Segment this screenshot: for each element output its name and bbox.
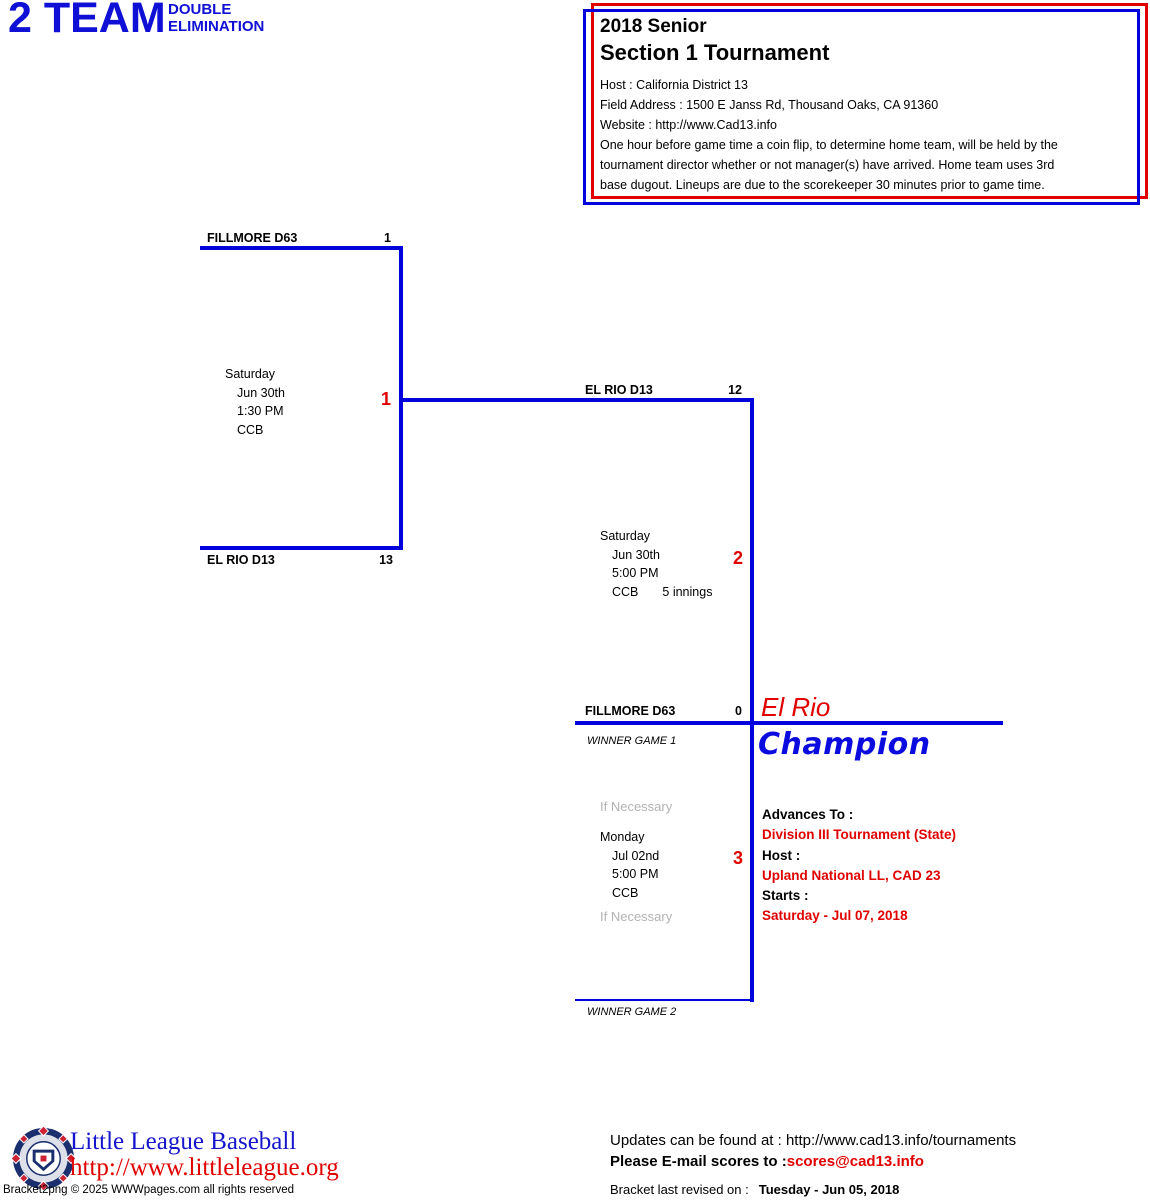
tournament-title: Section 1 Tournament [600, 40, 830, 65]
winner-game1-label: WINNER GAME 1 [587, 735, 677, 747]
game1-schedule [225, 365, 285, 439]
game2-vertical-line [750, 398, 754, 1002]
advance-host-value: Upland National LL, CAD 23 [762, 867, 941, 883]
tournament-host: Host : California District 13 [600, 78, 748, 92]
scores-email-address: scores@cad13.info [786, 1153, 924, 1170]
bracket-type-line2: ELIMINATION [168, 18, 265, 35]
game2-day: Saturday [600, 529, 651, 543]
tournament-field-address: Field Address : 1500 E Janss Rd, Thousand Oaks, CA 91360 [600, 98, 939, 112]
game1-bottom-team-name: EL RIO D13 [207, 553, 275, 567]
game2-schedule [600, 527, 712, 601]
bracket-type-line1: DOUBLE [168, 1, 232, 18]
game3-day: Monday [600, 830, 645, 844]
game3-winner-line [575, 999, 752, 1001]
game3-if-necessary-top: If Necessary [600, 799, 673, 814]
game3-time: 5:00 PM [612, 867, 659, 881]
tournament-year-division: 2018 Senior [600, 16, 707, 37]
tournament-note-line1: One hour before game time a coin flip, to determine home team, will be held by the [600, 138, 1058, 152]
game2-number: 2 [733, 548, 744, 568]
game3-field: CCB [612, 885, 639, 900]
game1-top-team-row [207, 231, 391, 245]
advance-starts-value: Saturday - Jul 07, 2018 [762, 908, 908, 924]
game1-bottom-team-score: 13 [379, 553, 393, 567]
advances-to-label: Advances To : [762, 807, 854, 822]
game1-number: 1 [381, 389, 392, 409]
game1-bottom-line [200, 546, 403, 550]
bracket-type-title [168, 1, 264, 35]
revised-label: Bracket last revised on : [610, 1182, 749, 1197]
game3-if-necessary-bottom: If Necessary [600, 909, 673, 924]
info-box [600, 14, 1125, 195]
game2-bottom-team-name: FILLMORE D63 [585, 704, 676, 718]
advances-block [762, 805, 956, 927]
game2-field-row [612, 583, 712, 602]
tournament-note-line3: base dugout. Lineups are due to the scorekeeper 30 minutes prior to game time. [600, 178, 1045, 192]
game3-date: Jul 02nd [612, 848, 660, 863]
game3-schedule [600, 828, 659, 902]
game1-time: 1:30 PM [237, 404, 284, 418]
game2-time: 5:00 PM [612, 566, 659, 580]
game2-innings-note: 5 innings [662, 584, 713, 599]
tournament-website: Website : http://www.Cad13.info [600, 118, 777, 132]
little-league-url: http://www.littleleague.org [70, 1154, 339, 1181]
game1-top-line [200, 246, 403, 250]
tournament-note-line2: tournament director whether or not manager(s) have arrived. Home team uses 3rd [600, 158, 1055, 172]
little-league-name: Little League Baseball [70, 1128, 297, 1155]
copyright-text: Bracket2png © 2025 WWWpages.com all rights reserved [3, 1184, 294, 1196]
game2-date: Jun 30th [612, 547, 660, 562]
game2-top-team-score: 12 [728, 383, 742, 397]
advance-host-label: Host : [762, 847, 801, 863]
game2-bottom-team-row [585, 704, 742, 718]
game3-number: 3 [733, 848, 744, 868]
game2-top-team-name: EL RIO D13 [585, 383, 653, 397]
email-scores-label: Please E-mail scores to : [610, 1153, 787, 1170]
game1-winner-line [399, 398, 754, 402]
game1-day: Saturday [225, 367, 276, 381]
champion-label: Champion [758, 727, 931, 762]
game2-top-team-row [585, 383, 742, 397]
advance-starts-label: Starts : [762, 888, 809, 904]
revised-date: Tuesday - Jun 05, 2018 [758, 1182, 900, 1197]
game1-field: CCB [237, 422, 264, 437]
game1-bottom-team-row [207, 553, 393, 567]
game1-date: Jun 30th [237, 385, 285, 400]
little-league-logo-icon [12, 1127, 75, 1190]
bracket-size-title: 2 TEAM [8, 0, 166, 42]
game1-top-team-score: 1 [384, 231, 391, 245]
advances-to-value: Division III Tournament (State) [762, 827, 957, 843]
revised-row [610, 1182, 899, 1197]
winner-game2-label: WINNER GAME 2 [587, 1006, 677, 1018]
game2-field: CCB [612, 584, 639, 599]
updates-text: Updates can be found at : http://www.cad13.info/tournaments [610, 1132, 1017, 1149]
email-scores-row [610, 1153, 924, 1170]
game1-top-team-name: FILLMORE D63 [207, 231, 298, 245]
champion-team-name: El Rio [761, 692, 831, 722]
game2-bottom-team-score: 0 [735, 704, 742, 718]
